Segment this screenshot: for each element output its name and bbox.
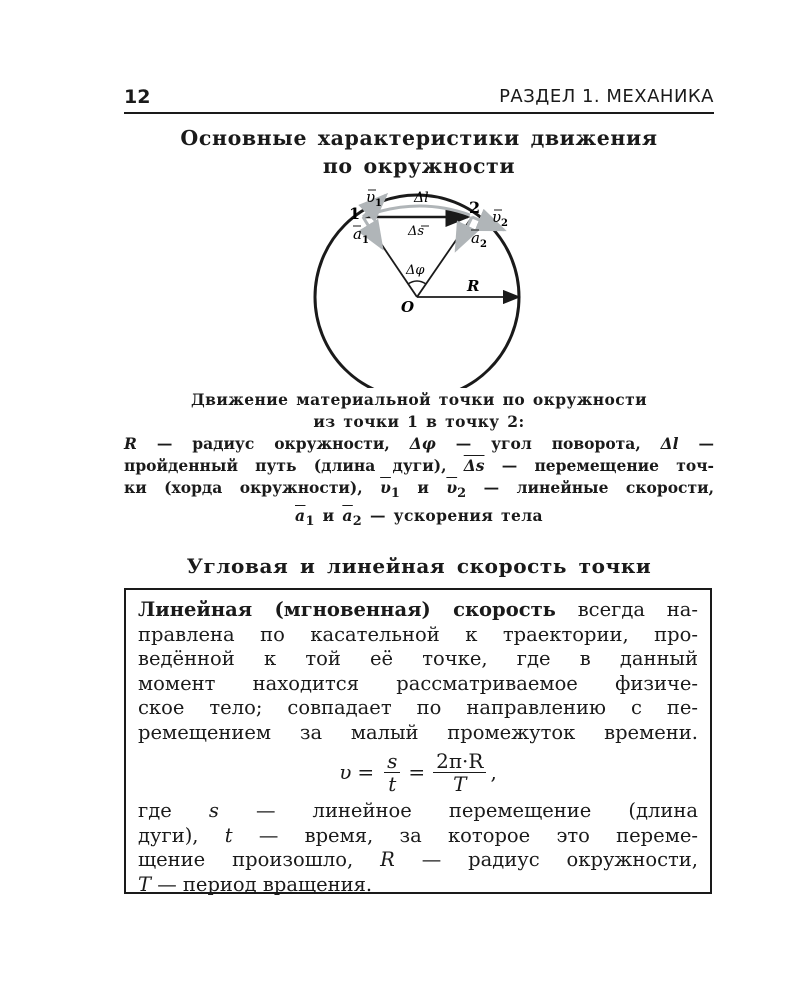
label-v2-sub: 2 [501, 218, 508, 229]
fraction-denominator: T [453, 771, 467, 796]
caption-symbol-v1 [380, 478, 400, 502]
explanation-symbol-s: s [208, 799, 219, 822]
label-point2: 2 [469, 198, 481, 217]
formula-fraction-period [433, 750, 486, 795]
caption-text: и [322, 506, 335, 526]
caption-line4 [124, 455, 714, 477]
explanation-text: — время, за которое это переме- [258, 823, 699, 847]
label-v1 [366, 188, 382, 209]
definition-line2: правлена по касательной к траектории, про- [138, 622, 698, 646]
label-a1-sub: 1 [362, 235, 369, 246]
explanation-line4 [138, 873, 698, 898]
explanation-text: дуги), [138, 823, 199, 847]
formula-equals: = [408, 759, 426, 784]
main-title-line1: Основные характеристики движения [180, 126, 658, 150]
explanation-symbol-T: T [138, 872, 152, 896]
caption-line3 [124, 433, 714, 455]
explanation-line1 [138, 799, 698, 824]
caption-symbol-a1 [295, 506, 315, 530]
formula-fraction-s-t [384, 750, 400, 795]
caption-symbol-dl: Δl [660, 434, 679, 453]
caption-symbol-sub: 2 [457, 486, 467, 502]
caption-symbol-sub: 2 [352, 514, 363, 530]
label-a2-sub: 2 [480, 239, 487, 250]
explanation-text: щение произошло, [138, 848, 354, 871]
velocity-formula [138, 745, 698, 799]
caption-symbol-sub: 1 [305, 514, 315, 530]
formula-lhs: υ [339, 759, 352, 784]
explanation-symbol-t: t [224, 823, 233, 847]
fraction-numerator: 2π·R [433, 750, 486, 773]
caption-text: пройденный путь (длина дуги), [124, 456, 447, 475]
definition-line3: ведённой к той её точке, где в данный [138, 647, 698, 670]
radius-to-point2 [417, 217, 472, 297]
caption-symbol-letter: $\overline{\upsilon}$ [380, 478, 391, 497]
definition-text-run: всегда на- [577, 598, 698, 621]
fraction-denominator: t [388, 771, 397, 796]
definition-line1 [138, 598, 698, 623]
angle-arc [408, 281, 426, 284]
caption-point-number: 2: [507, 412, 525, 431]
section-heading: Угловая и линейная скорость точки [186, 554, 652, 578]
caption-line5 [124, 477, 714, 505]
label-v1-letter: υ [366, 188, 376, 206]
label-point1: 1 [349, 204, 361, 223]
caption-symbol-sub: 1 [390, 486, 400, 502]
definition-text [138, 598, 698, 897]
explanation-text: — линейное перемещение (длина [255, 799, 699, 822]
definition-line5: ское тело; совпадает по направлению с пе- [138, 696, 698, 719]
fraction-numerator: s [384, 750, 400, 773]
explanation-text: — радиус окружности, [421, 848, 699, 871]
caption-text: — перемещение точ- [501, 456, 714, 475]
caption-symbol-R: R [124, 434, 137, 453]
caption-symbol-letter: $\overline{a}$ [295, 506, 306, 526]
label-a2-letter: a [471, 229, 480, 247]
section-title: РАЗДЕЛ 1. МЕХАНИКА [499, 86, 714, 107]
definition-line6: ремещением за малый промежуток времени. [138, 720, 698, 744]
caption-symbol-ds: $\overline{\Delta s}$ [463, 456, 485, 475]
caption-line1: Движение материальной точки по окружности [190, 390, 648, 409]
label-delta-phi: Δφ [406, 263, 425, 278]
definition-line4: момент находится рассматриваемое физиче- [138, 671, 698, 695]
caption-symbol-letter: $\overline{a}$ [342, 506, 353, 526]
main-title-line2: по окружности [322, 154, 516, 178]
label-a1 [353, 225, 369, 246]
definition-box [124, 588, 712, 894]
label-v1-sub: 1 [375, 198, 382, 209]
caption-line6 [124, 505, 714, 533]
caption-text: — ускорения тела [369, 506, 543, 526]
caption-text: — линейные скорости, [483, 478, 714, 497]
caption-symbol-letter: $\overline{\upsilon}$ [446, 478, 458, 497]
caption-text: ки (хорда окружности), [124, 478, 363, 497]
caption-symbol-v2 [446, 478, 467, 502]
circle-motion-diagram [300, 188, 540, 388]
explanation-text: где [138, 799, 172, 822]
label-a1-letter: a [353, 225, 362, 243]
label-v2 [492, 208, 508, 229]
page-header [124, 84, 714, 114]
caption-text: в точку [426, 412, 500, 431]
caption-text: — [698, 434, 714, 453]
main-title [124, 124, 714, 180]
page-number: 12 [124, 86, 151, 108]
explanation-line2 [138, 824, 698, 849]
explanation-text: — период вращения. [157, 872, 373, 896]
caption-symbol-a2 [342, 506, 363, 530]
formula-equals: = [357, 759, 375, 784]
caption-point-number: 1 [407, 412, 419, 431]
label-radius: R [467, 277, 480, 295]
caption-text: из точки [313, 412, 400, 431]
explanation-symbol-R: R [380, 848, 395, 871]
caption-text: — угол поворота, [455, 434, 641, 453]
caption-line2 [124, 411, 714, 433]
figure-caption [124, 389, 714, 533]
label-a2 [471, 229, 487, 250]
caption-text: и [417, 478, 429, 497]
definition-term: Линейная (мгновенная) скорость [138, 598, 556, 621]
caption-text: — радиус окружности, [156, 434, 390, 453]
caption-symbol-dphi: Δφ [409, 434, 436, 453]
acceleration-a2-vector [456, 217, 472, 250]
formula-comma: , [490, 759, 497, 784]
label-delta-s-text: Δs [408, 224, 425, 239]
label-v2-letter: υ [492, 208, 502, 226]
label-delta-l: Δl [414, 190, 429, 206]
label-center: O [401, 298, 415, 316]
label-delta-s [407, 224, 429, 239]
explanation-line3 [138, 848, 698, 873]
